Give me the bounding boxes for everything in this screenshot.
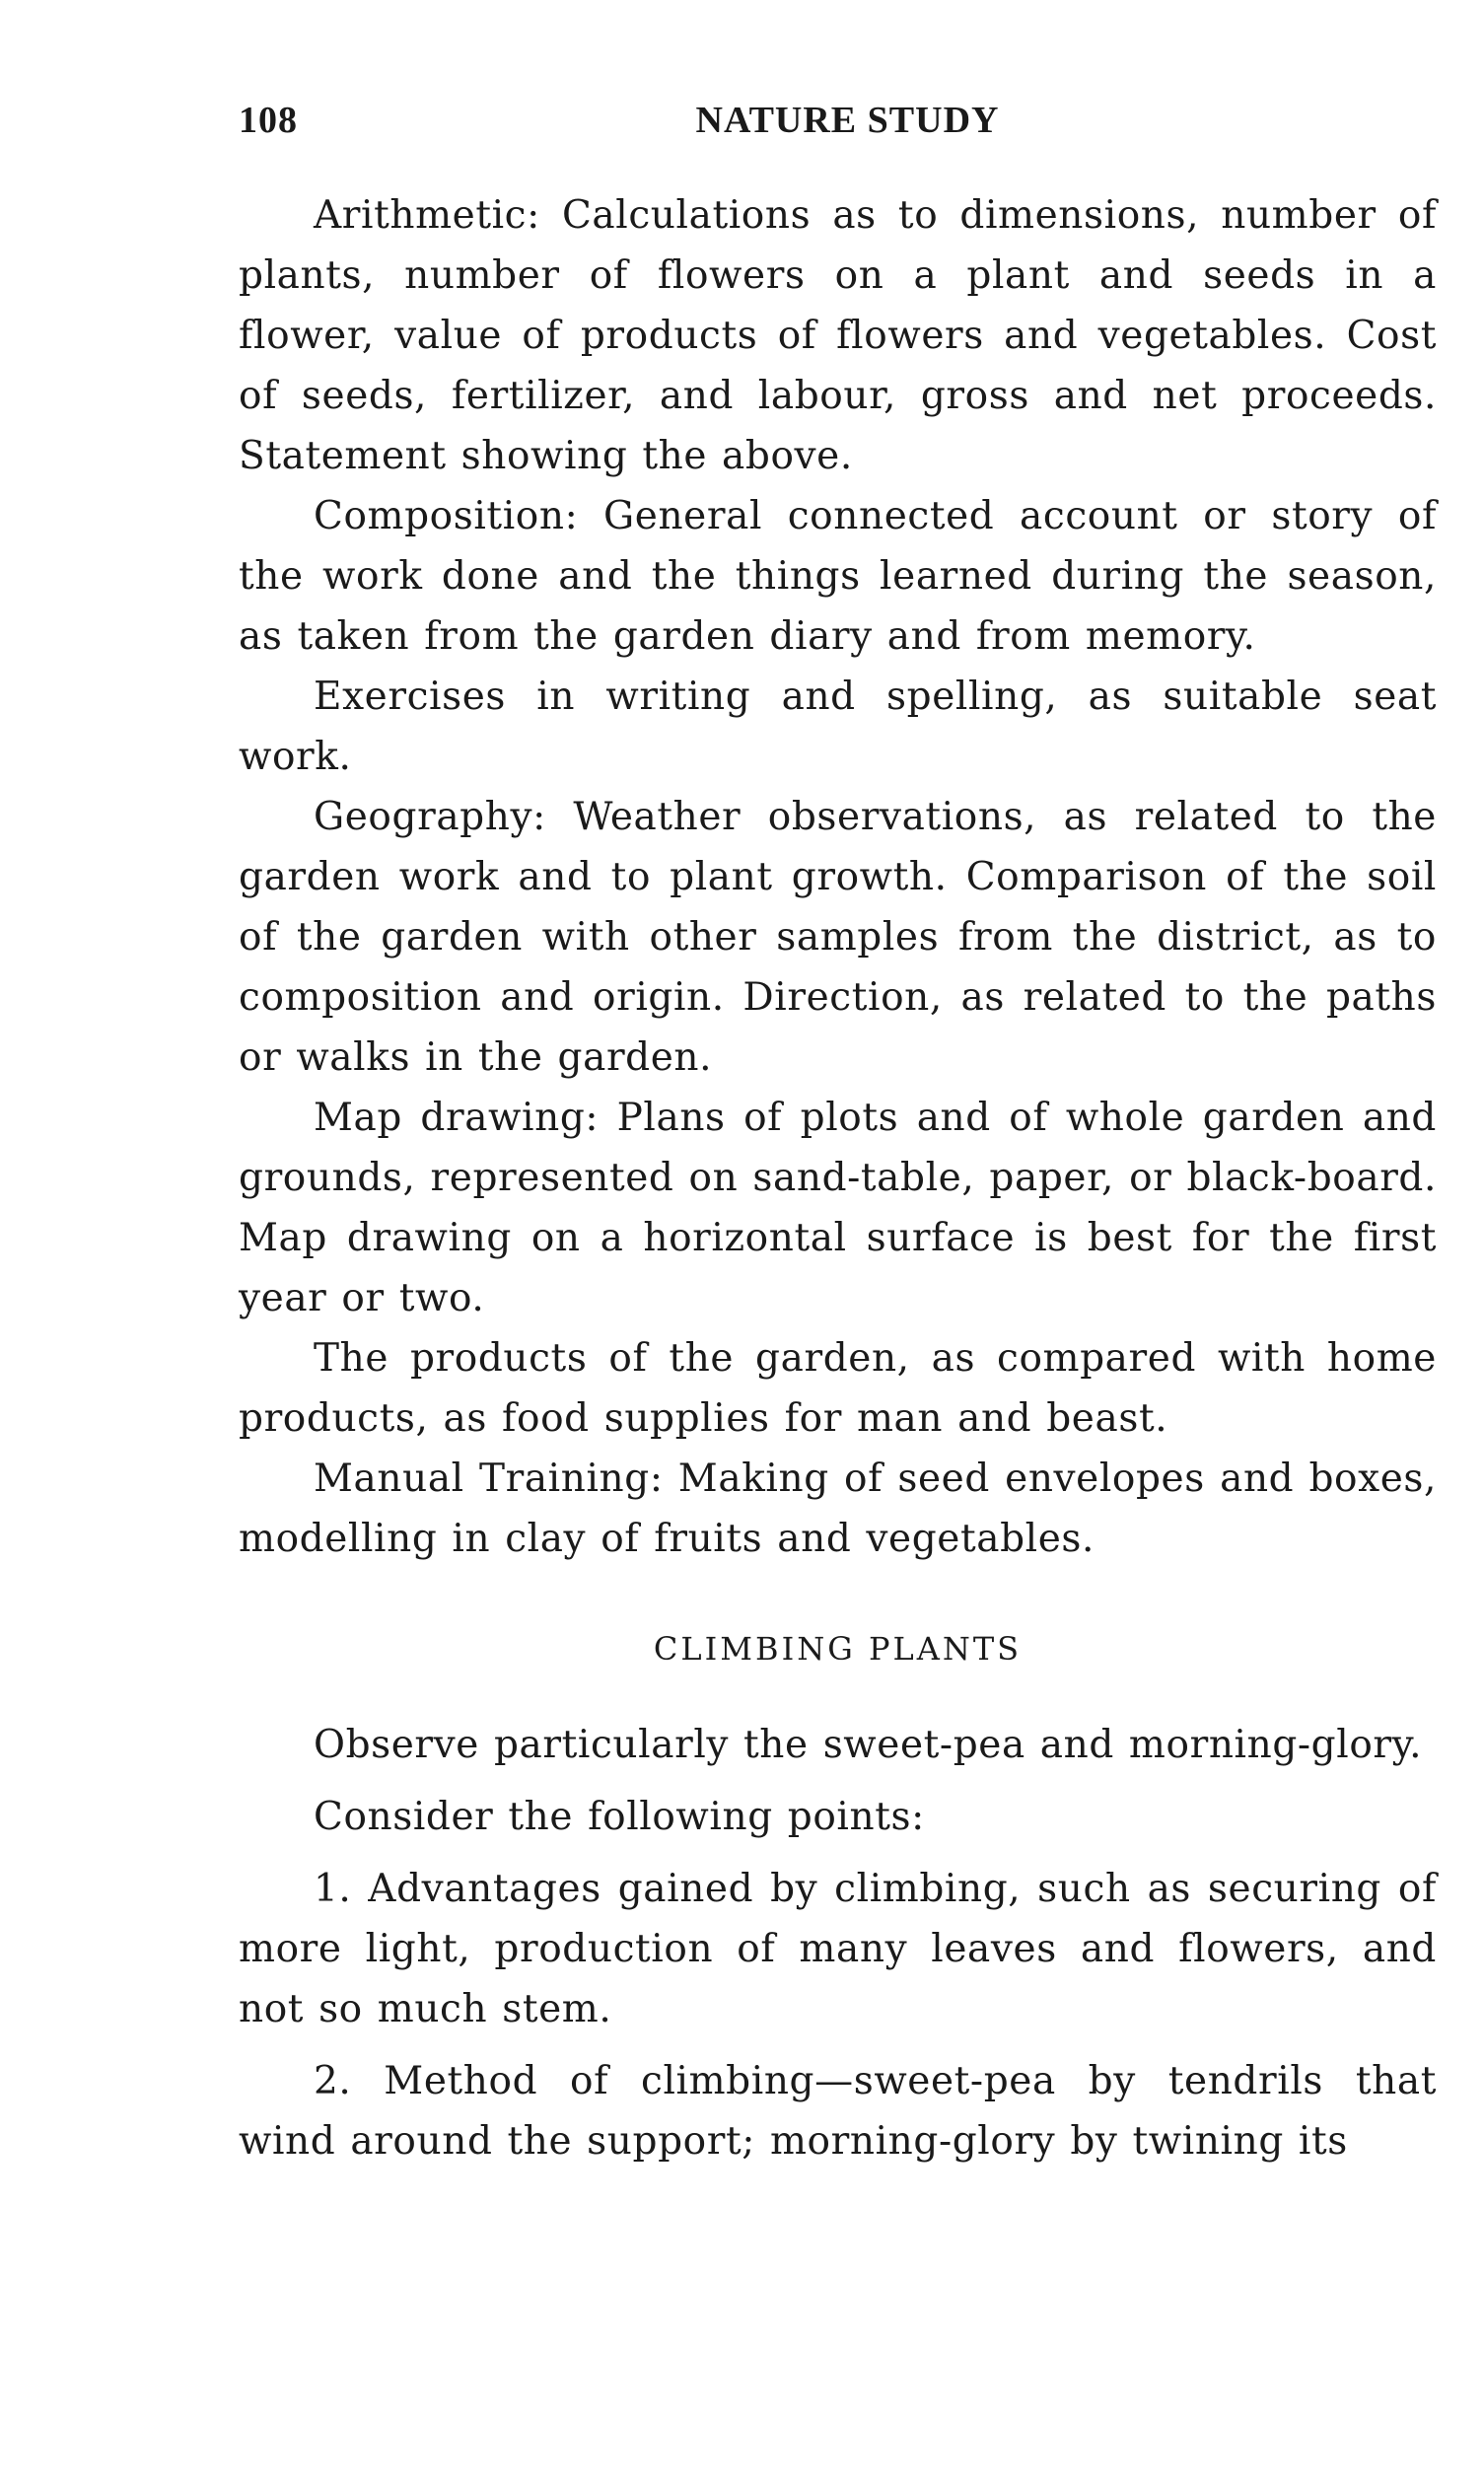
running-head [239, 99, 1437, 152]
paragraph-arithmetic: Arithmetic: Calculations as to dimensions, number of plants, number of flowers on a plant and seeds in a flower, value of products of flowers and vegetables. Cost of seeds, fertilizer, and labour, gross and net proceeds. Statement showing the above. [239, 193, 1437, 478]
paragraph-observe: Observe particularly the sweet-pea and morning-glory. [314, 1723, 1423, 1767]
paragraph-point-2: 2. Method of climbing—sweet-pea by tendrils that wind around the support; morning-glory by twining its [239, 2059, 1437, 2164]
page-number: 108 [239, 100, 298, 141]
paragraph-point-1: 1. Advantages gained by climbing, such as securing of more light, production of many leaves and flowers, and not so much stem. [239, 1867, 1437, 2031]
section-heading: CLIMBING PLANTS [653, 1630, 1023, 1668]
paragraph-manual-training: Manual Training: Making of seed envelopes and boxes, modelling in clay of fruits and vegetables. [239, 1457, 1437, 1561]
paragraph-products: The products of the garden, as compared with home products, as food supplies for man and beast. [239, 1336, 1437, 1441]
paragraph-consider: Consider the following points: [314, 1795, 925, 1839]
paragraph-map-drawing: Map drawing: Plans of plots and of whole garden and grounds, represented on sand-table, paper, or black-board. Map drawing on a horizontal surface is best for the first year or two. [239, 1096, 1437, 1320]
running-title: NATURE STUDY [695, 100, 1000, 141]
body-text [239, 185, 1437, 2171]
paragraph-geography: Geography: Weather observations, as related to the garden work and to plant growth. Comparison of the soil of the garden with other samples from the district, as to composition and origin. Direction, as related to the paths or walks in the garden. [239, 795, 1437, 1080]
book-page [239, 99, 1437, 2171]
paragraph-exercises: Exercises in writing and spelling, as suitable seat work. [239, 675, 1437, 779]
paragraph-composition: Composition: General connected account or story of the work done and the things learned during the season, as taken from the garden diary and from memory. [239, 494, 1437, 659]
